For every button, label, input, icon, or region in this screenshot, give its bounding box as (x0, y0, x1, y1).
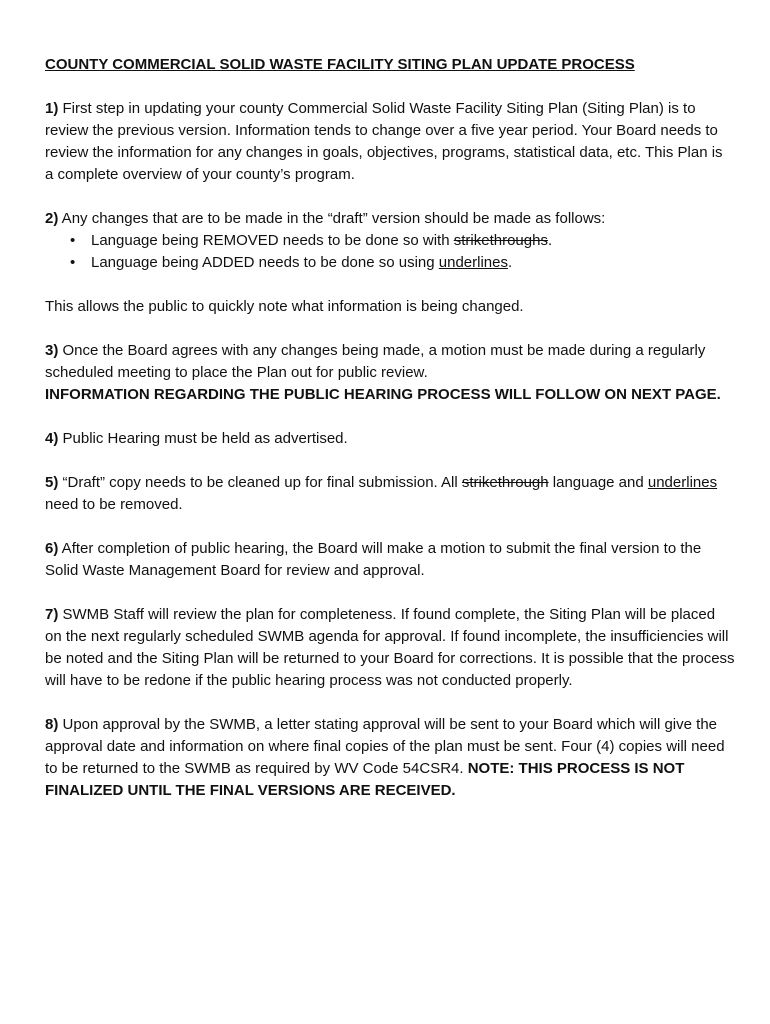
step-2-paragraph (45, 208, 735, 274)
step-5-number: 5) (45, 474, 59, 491)
bullet-removed-language (70, 230, 735, 252)
bullet-1-text: Language being REMOVED needs to be done so with (91, 232, 454, 249)
step-5-text-mid: language and (548, 474, 648, 491)
step-7-paragraph (45, 604, 735, 692)
public-note-paragraph: This allows the public to quickly note what information is being changed. (45, 298, 524, 315)
step-2-text: Any changes that are to be made in the “draft” version should be made as follows: (58, 210, 606, 227)
step-7-text: SWMB Staff will review the plan for completeness. If found complete, the Siting Plan will be placed on the next regularly scheduled SWMB agenda for approval. If found incomplete, the insufficiencies will be noted and the Siting Plan will be returned to your Board for corrections. It is possible that the process will have to be redone if the public hearing process was not conducted properly. (45, 606, 735, 689)
bullet-2-underline-example: underlines (438, 254, 508, 271)
step-5-underline-example: underlines (647, 474, 718, 491)
step-5-text-end: need to be removed. (45, 496, 183, 513)
step-2-number: 2) (45, 210, 59, 227)
step-8-paragraph (45, 714, 735, 802)
step-6-number: 6) (45, 540, 59, 557)
step-3-body (45, 340, 735, 384)
step-2-intro (45, 208, 735, 230)
step-1-paragraph (45, 98, 735, 186)
step-5-strike-example: strikethrough (461, 474, 549, 491)
step-1-text: First step in updating your county Commercial Solid Waste Facility Siting Plan (Siting Plan) is to review the previous version. Information tends to change over a five year period. Your Board needs to review the information for any changes in goals, objectives, programs, statistical data, etc. This Plan is a complete overview of your county’s program. (45, 100, 723, 183)
step-5-paragraph (45, 472, 735, 516)
step-1-number: 1) (45, 100, 59, 117)
step-5-text: “Draft” copy needs to be cleaned up for final submission. All (58, 474, 462, 491)
bullet-1-strike-example: strikethroughs (453, 232, 548, 249)
document-title: COUNTY COMMERCIAL SOLID WASTE FACILITY SITING PLAN UPDATE PROCESS (45, 56, 635, 73)
step-4-number: 4) (45, 430, 59, 447)
step-4-paragraph (45, 428, 735, 450)
step-6-paragraph (45, 538, 735, 582)
step-2-bullet-list (45, 230, 735, 274)
step-4-text: Public Hearing must be held as advertised. (58, 430, 348, 447)
bullet-2-text: Language being ADDED needs to be done so using (91, 254, 439, 271)
document-page (45, 54, 735, 824)
bullet-icon: • (70, 254, 76, 271)
step-6-text: After completion of public hearing, the Board will make a motion to submit the final version to the Solid Waste Management Board for review and approval. (45, 540, 702, 579)
step-8-number: 8) (45, 716, 59, 733)
bullet-icon: • (70, 232, 76, 249)
bullet-1-end: . (547, 232, 553, 249)
step-8-text: Upon approval by the SWMB, a letter stating approval will be sent to your Board which will give the approval date and information on where final copies of the plan must be sent. Four (4) copies will need to be returned to the SWMB as required by WV Code 54CSR4. (45, 716, 725, 777)
step-8-bold-note: NOTE: THIS PROCESS IS NOT FINALIZED UNTIL THE FINAL VERSIONS ARE RECEIVED. (45, 760, 685, 799)
step-3-text: Once the Board agrees with any changes being made, a motion must be made during a regularly scheduled meeting to place the Plan out for public review. (45, 342, 706, 381)
step-3-number: 3) (45, 342, 59, 359)
step-3-paragraph (45, 340, 735, 406)
bullet-2-end: . (507, 254, 513, 271)
step-7-number: 7) (45, 606, 59, 623)
step-3-bold-notice: INFORMATION REGARDING THE PUBLIC HEARING PROCESS WILL FOLLOW ON NEXT PAGE. (45, 386, 721, 403)
bullet-added-language (70, 252, 735, 274)
